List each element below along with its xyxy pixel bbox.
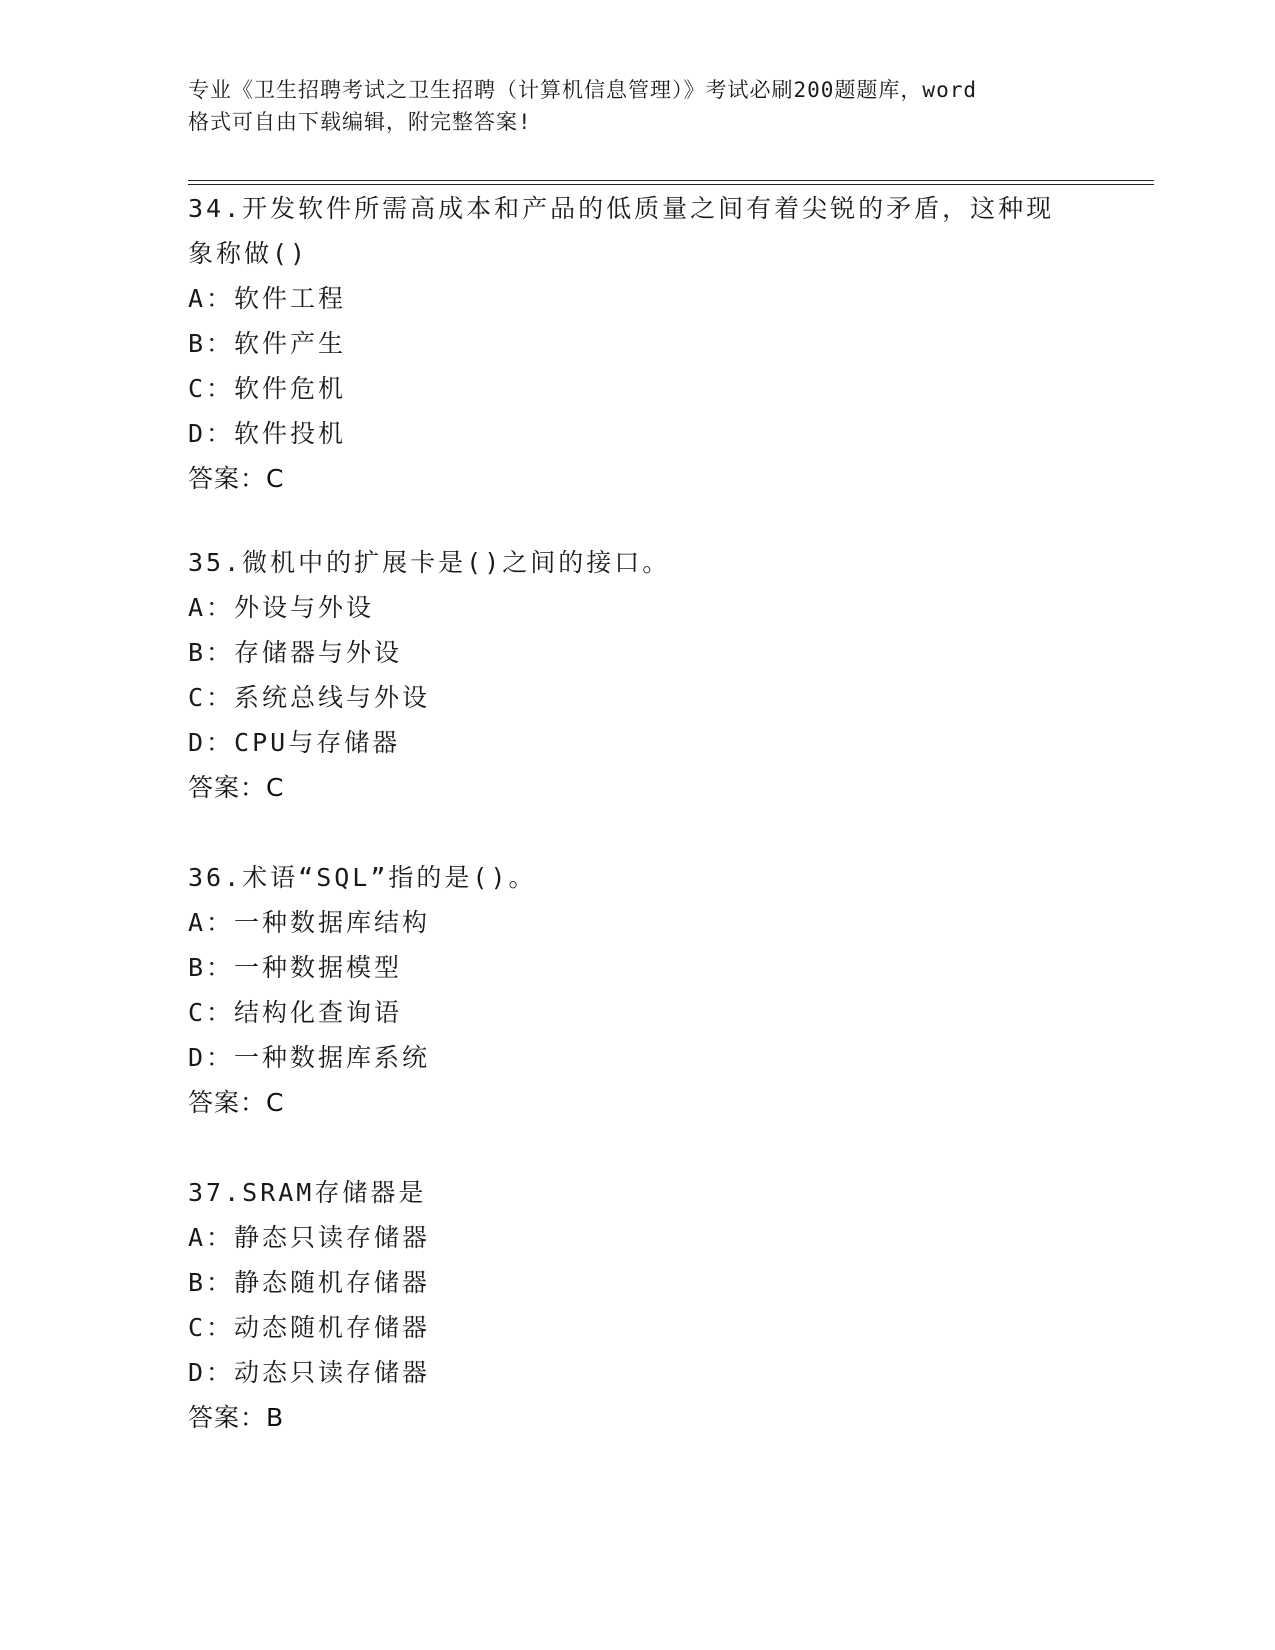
header-divider-top	[188, 180, 1154, 181]
option-a: A：软件工程	[188, 284, 347, 313]
option-b: B：一种数据模型	[188, 953, 403, 982]
option-c: C：软件危机	[188, 374, 347, 403]
header-divider-bottom	[188, 184, 1154, 185]
question-title-line-1: 34.开发软件所需高成本和产品的低质量之间有着尖锐的矛盾，这种现	[188, 194, 1055, 223]
option-d: D：CPU与存储器	[188, 728, 401, 757]
option-d: D：动态只读存储器	[188, 1358, 431, 1387]
question-35	[188, 540, 1088, 810]
answer-label: 答案：C	[188, 464, 285, 493]
option-b: B：静态随机存储器	[188, 1268, 431, 1297]
option-d: D：软件投机	[188, 419, 347, 448]
header-line-2: 格式可自由下载编辑，附完整答案!	[188, 110, 532, 134]
header-line-1: 专业《卫生招聘考试之卫生招聘（计算机信息管理）》考试必刷200题题库，word	[188, 78, 977, 102]
option-c: C：结构化查询语	[188, 998, 403, 1027]
answer-label: 答案：C	[188, 773, 285, 802]
question-34	[188, 186, 1088, 501]
option-c: C：系统总线与外设	[188, 683, 431, 712]
option-b: B：软件产生	[188, 329, 347, 358]
question-title-line-2: 象称做()	[188, 239, 309, 268]
question-37	[188, 1170, 1088, 1440]
document-header	[188, 74, 1088, 138]
question-title: 36.术语“SQL”指的是()。	[188, 863, 537, 892]
answer-label: 答案：C	[188, 1088, 285, 1117]
question-36	[188, 855, 1088, 1125]
question-title	[188, 186, 1088, 276]
question-title: 35.微机中的扩展卡是()之间的接口。	[188, 548, 671, 577]
option-a: A：静态只读存储器	[188, 1223, 431, 1252]
option-d: D：一种数据库系统	[188, 1043, 431, 1072]
option-c: C：动态随机存储器	[188, 1313, 431, 1342]
option-a: A：外设与外设	[188, 593, 375, 622]
option-a: A：一种数据库结构	[188, 908, 431, 937]
option-b: B：存储器与外设	[188, 638, 403, 667]
question-title: 37.SRAM存储器是	[188, 1178, 427, 1207]
answer-label: 答案：B	[188, 1403, 285, 1432]
